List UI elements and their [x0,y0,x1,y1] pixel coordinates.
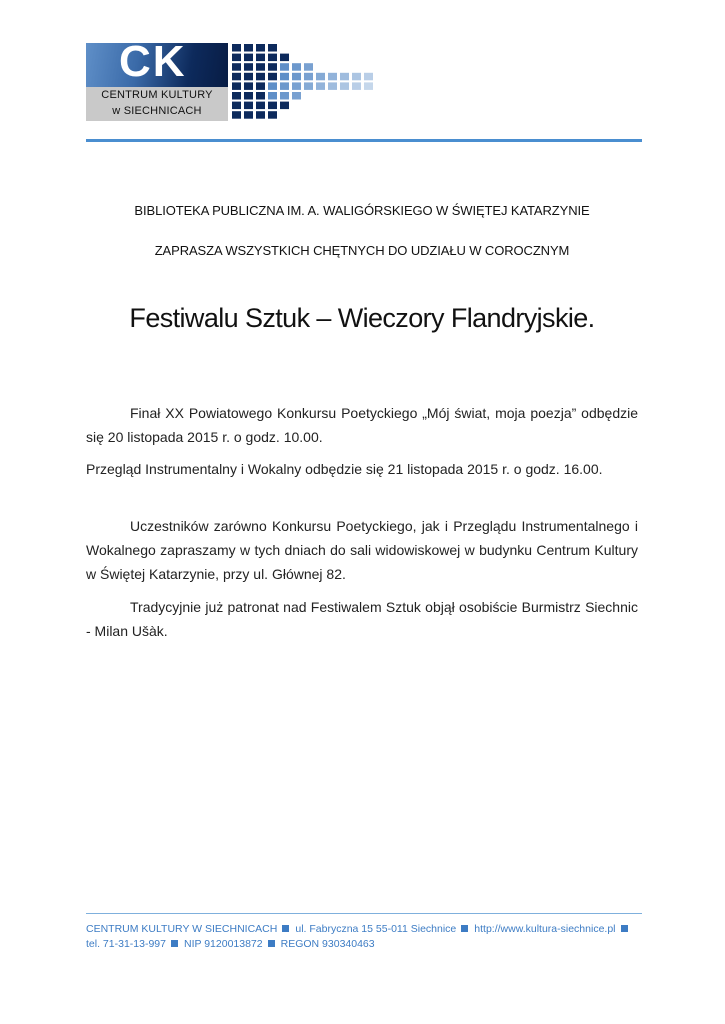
logo-grid-square [232,44,241,52]
logo-grid-square [280,54,289,62]
logo-grid-square [232,92,241,100]
logo-line-2: w SIECHNICACH [112,105,202,117]
footer-divider [86,913,642,914]
logo-grid-square [256,102,265,110]
logo-grid-square [328,73,337,81]
logo-grid-square [280,92,289,100]
logo-grid-square [268,73,277,81]
logo-grid-square [304,82,313,90]
logo-grid-square [232,102,241,110]
logo-grid-square [244,54,253,62]
logo-grid-square [352,73,361,81]
logo-grid-square [232,82,241,90]
logo-grid-square [292,63,301,70]
logo-grid-square [268,82,277,90]
logo-grid-square [364,82,373,90]
logo-grid-square [244,44,253,52]
square-bullet-icon [461,925,468,932]
logo-grid-square [244,102,253,110]
library-heading: BIBLIOTEKA PUBLICZNA IM. A. WALIGÓRSKIEGO W ŚWIĘTEJ KATARZYNIE [134,203,590,218]
logo-grid-square [364,73,373,81]
footer-line-2 [86,938,656,950]
logo-grid-square [268,44,277,52]
logo-grid-square [244,63,253,70]
logo-grid-square [316,82,325,90]
centrum-kultury-logo [86,43,386,123]
logo-grid-square [244,73,253,81]
logo-grid-square [268,54,277,62]
footer-website[interactable]: http://www.kultura-siechnice.pl [474,923,616,935]
logo-grid-square [256,54,265,62]
logo-grid-square [232,73,241,81]
paragraph-participants: Uczestników zarówno Konkursu Poetyckiego, jak i Przeglądu Instrumentalnego i Wokalnego zapraszamy w tych dniach do sali widowiskowej w budynku Centrum Kultury w Świętej Katarzynie, przy ul. Głównej 82. [86,518,638,582]
footer-line-1 [86,923,656,935]
logo-grid-square [280,82,289,90]
logo-grid-square [256,92,265,100]
footer-phone: tel. 71-31-13-997 [86,938,166,950]
logo-grid-square [232,111,241,119]
logo-grid-square [280,102,289,110]
header-divider [86,139,642,142]
logo-grid-square [280,63,289,70]
footer-address: ul. Fabryczna 15 55-011 Siechnice [295,923,457,935]
logo-grid-square [292,92,301,100]
logo-grid-square [316,73,325,81]
logo-initials: CK [119,43,187,86]
logo-grid-square [256,63,265,70]
logo-grid-square [244,111,253,119]
festival-title: Festiwalu Sztuk – Wieczory Flandryjskie. [129,303,595,333]
logo-grid-square [340,73,349,81]
paragraph-review: Przegląd Instrumentalny i Wokalny odbędzie się 21 listopada 2015 r. o godz. 16.00. [86,461,603,477]
square-bullet-icon [268,940,275,947]
logo-pixel-grid [232,44,382,122]
logo-grid-square [232,63,241,70]
paragraph-final: Finał XX Powiatowego Konkursu Poetyckiego „Mój świat, moja poezja” odbędzie się 20 listopada 2015 r. o godz. 10.00. [86,405,638,445]
logo-grid-square [268,92,277,100]
invitation-heading: ZAPRASZA WSZYSTKICH CHĘTNYCH DO UDZIAŁU W COROCZNYM [154,243,570,258]
logo-grid-square [304,63,313,70]
footer-regon: REGON 930340463 [280,938,375,950]
logo-grid-square [268,102,277,110]
paragraph-patronage: Tradycyjnie już patronat nad Festiwalem Sztuk objął osobiście Burmistrz Siechnic - Milan Ušàk. [86,599,638,639]
logo-grid-square [304,73,313,81]
logo-grid-square [256,73,265,81]
logo-grid-square [256,82,265,90]
logo-grid-square [232,54,241,62]
logo-grid-square [328,82,337,90]
logo-grid-square [292,73,301,81]
logo-grid-square [244,82,253,90]
logo-grid-square [256,111,265,119]
footer-nip: NIP 9120013872 [183,938,263,950]
logo-grid-square [340,82,349,90]
square-bullet-icon [621,925,628,932]
logo-grid-square [256,44,265,52]
square-bullet-icon [171,940,178,947]
footer-org: CENTRUM KULTURY W SIECHNICACH [86,923,278,935]
logo-line-1: CENTRUM KULTURY [101,89,213,101]
logo-grid-square [280,73,289,81]
square-bullet-icon [282,925,289,932]
logo-grid-square [352,82,361,90]
logo-grid-square [292,82,301,90]
logo-grid-square [244,92,253,100]
logo-grid-square [268,63,277,70]
logo-grid-square [268,111,277,119]
